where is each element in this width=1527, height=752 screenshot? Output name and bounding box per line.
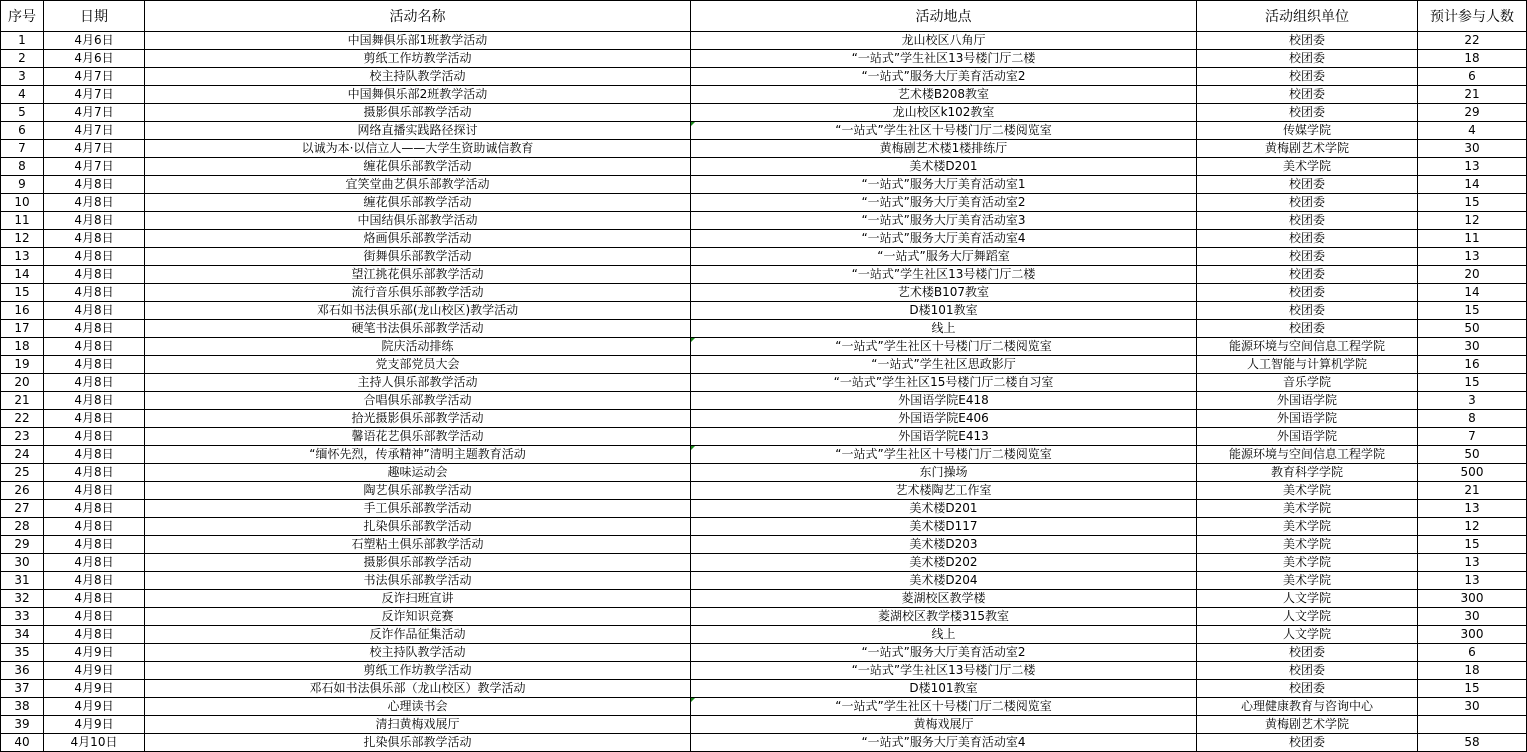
location-cell[interactable]: 东门操场: [691, 464, 1197, 482]
table-row: [1, 32, 1527, 50]
participants-cell[interactable]: 12: [1418, 212, 1527, 230]
location-cell[interactable]: 美术楼D202: [691, 554, 1197, 572]
location-cell[interactable]: D楼101教室: [691, 302, 1197, 320]
location-cell[interactable]: “一站式”学生社区十号楼门厅二楼阅览室: [691, 338, 1197, 356]
date-cell[interactable]: 4月8日: [44, 554, 145, 572]
activity-name-cell[interactable]: 反诈作品征集活动: [145, 626, 691, 644]
header-row: [1, 1, 1527, 32]
activity-name-cell[interactable]: 校主持队教学活动: [145, 68, 691, 86]
table-row: [1, 608, 1527, 626]
location-cell[interactable]: 龙山校区k102教室: [691, 104, 1197, 122]
location-cell[interactable]: “一站式”学生社区十号楼门厅二楼阅览室: [691, 698, 1197, 716]
participants-cell[interactable]: 50: [1418, 320, 1527, 338]
date-cell[interactable]: 4月8日: [44, 284, 145, 302]
date-cell[interactable]: 4月8日: [44, 266, 145, 284]
location-cell[interactable]: “一站式”学生社区13号楼门厅二楼: [691, 662, 1197, 680]
index-cell[interactable]: 19: [1, 356, 44, 374]
table-row: [1, 554, 1527, 572]
date-cell[interactable]: 4月8日: [44, 536, 145, 554]
organizer-cell[interactable]: 校团委: [1197, 230, 1418, 248]
date-cell[interactable]: 4月8日: [44, 590, 145, 608]
participants-cell[interactable]: 22: [1418, 32, 1527, 50]
activity-name-cell[interactable]: 党支部党员大会: [145, 356, 691, 374]
organizer-cell[interactable]: 校团委: [1197, 248, 1418, 266]
date-cell[interactable]: 4月7日: [44, 122, 145, 140]
index-cell[interactable]: 22: [1, 410, 44, 428]
organizer-cell[interactable]: 外国语学院: [1197, 410, 1418, 428]
participants-cell[interactable]: 8: [1418, 410, 1527, 428]
activity-name-cell[interactable]: 网络直播实践路径探讨: [145, 122, 691, 140]
table-row: [1, 680, 1527, 698]
activity-name-cell[interactable]: 院庆活动排练: [145, 338, 691, 356]
participants-cell[interactable]: 30: [1418, 698, 1527, 716]
header-cell-location[interactable]: 活动地点: [691, 1, 1197, 32]
organizer-cell[interactable]: 能源环境与空间信息工程学院: [1197, 338, 1418, 356]
organizer-cell[interactable]: 能源环境与空间信息工程学院: [1197, 446, 1418, 464]
participants-cell[interactable]: 7: [1418, 428, 1527, 446]
index-cell[interactable]: 2: [1, 50, 44, 68]
activity-name-cell[interactable]: 摄影俱乐部教学活动: [145, 104, 691, 122]
activity-name-cell[interactable]: 趣味运动会: [145, 464, 691, 482]
activity-name-cell[interactable]: 清扫黄梅戏展厅: [145, 716, 691, 734]
participants-cell[interactable]: 13: [1418, 554, 1527, 572]
organizer-cell[interactable]: 黄梅剧艺术学院: [1197, 140, 1418, 158]
table-row: [1, 122, 1527, 140]
participants-cell[interactable]: 29: [1418, 104, 1527, 122]
activity-name-cell[interactable]: 拾光摄影俱乐部教学活动: [145, 410, 691, 428]
date-cell[interactable]: 4月8日: [44, 608, 145, 626]
date-cell[interactable]: 4月8日: [44, 464, 145, 482]
organizer-cell[interactable]: 校团委: [1197, 320, 1418, 338]
index-cell[interactable]: 9: [1, 176, 44, 194]
participants-cell[interactable]: 14: [1418, 284, 1527, 302]
location-cell[interactable]: 美术楼D117: [691, 518, 1197, 536]
index-cell[interactable]: 32: [1, 590, 44, 608]
date-cell[interactable]: 4月8日: [44, 212, 145, 230]
participants-cell[interactable]: 30: [1418, 140, 1527, 158]
date-cell[interactable]: 4月7日: [44, 86, 145, 104]
index-cell[interactable]: 35: [1, 644, 44, 662]
table-row: [1, 500, 1527, 518]
date-cell[interactable]: 4月7日: [44, 68, 145, 86]
location-cell[interactable]: 美术楼D204: [691, 572, 1197, 590]
location-cell[interactable]: “一站式”服务大厅美育活动室2: [691, 194, 1197, 212]
organizer-cell[interactable]: 人文学院: [1197, 608, 1418, 626]
date-cell[interactable]: 4月8日: [44, 338, 145, 356]
index-cell[interactable]: 37: [1, 680, 44, 698]
location-cell[interactable]: 菱湖校区教学楼: [691, 590, 1197, 608]
location-cell[interactable]: “一站式”服务大厅美育活动室2: [691, 68, 1197, 86]
participants-cell[interactable]: 300: [1418, 626, 1527, 644]
date-cell[interactable]: 4月8日: [44, 176, 145, 194]
date-cell[interactable]: 4月8日: [44, 302, 145, 320]
date-cell[interactable]: 4月8日: [44, 446, 145, 464]
header-cell-activity-name[interactable]: 活动名称: [145, 1, 691, 32]
date-cell[interactable]: 4月10日: [44, 734, 145, 752]
table-row: [1, 410, 1527, 428]
index-cell[interactable]: 11: [1, 212, 44, 230]
participants-cell[interactable]: 300: [1418, 590, 1527, 608]
activity-name-cell[interactable]: 反诈知识竞赛: [145, 608, 691, 626]
participants-cell[interactable]: 15: [1418, 194, 1527, 212]
organizer-cell[interactable]: 校团委: [1197, 212, 1418, 230]
index-cell[interactable]: 15: [1, 284, 44, 302]
participants-cell[interactable]: 15: [1418, 680, 1527, 698]
location-cell[interactable]: 黄梅戏展厅: [691, 716, 1197, 734]
table-row: [1, 104, 1527, 122]
date-cell[interactable]: 4月8日: [44, 248, 145, 266]
participants-cell[interactable]: 6: [1418, 644, 1527, 662]
index-cell[interactable]: 30: [1, 554, 44, 572]
index-cell[interactable]: 5: [1, 104, 44, 122]
organizer-cell[interactable]: 美术学院: [1197, 500, 1418, 518]
index-cell[interactable]: 3: [1, 68, 44, 86]
activity-name-cell[interactable]: 邓石如书法俱乐部(龙山校区)教学活动: [145, 302, 691, 320]
index-cell[interactable]: 25: [1, 464, 44, 482]
participants-cell[interactable]: 20: [1418, 266, 1527, 284]
index-cell[interactable]: 16: [1, 302, 44, 320]
table-row: [1, 338, 1527, 356]
index-cell[interactable]: 31: [1, 572, 44, 590]
location-cell[interactable]: 艺术楼B107教室: [691, 284, 1197, 302]
activity-name-cell[interactable]: 流行音乐俱乐部教学活动: [145, 284, 691, 302]
activity-name-cell[interactable]: 陶艺俱乐部教学活动: [145, 482, 691, 500]
table-row: [1, 194, 1527, 212]
activity-name-cell[interactable]: 硬笔书法俱乐部教学活动: [145, 320, 691, 338]
table-row: [1, 392, 1527, 410]
organizer-cell[interactable]: 校团委: [1197, 284, 1418, 302]
table-row: [1, 320, 1527, 338]
index-cell[interactable]: 13: [1, 248, 44, 266]
activity-name-cell[interactable]: 手工俱乐部教学活动: [145, 500, 691, 518]
index-cell[interactable]: 1: [1, 32, 44, 50]
table-row: [1, 662, 1527, 680]
index-cell[interactable]: 18: [1, 338, 44, 356]
organizer-cell[interactable]: 校团委: [1197, 104, 1418, 122]
participants-cell[interactable]: 15: [1418, 302, 1527, 320]
date-cell[interactable]: 4月7日: [44, 104, 145, 122]
table-row: [1, 572, 1527, 590]
location-cell[interactable]: 美术楼D203: [691, 536, 1197, 554]
activity-name-cell[interactable]: 缠花俱乐部教学活动: [145, 158, 691, 176]
date-cell[interactable]: 4月8日: [44, 626, 145, 644]
date-cell[interactable]: 4月9日: [44, 644, 145, 662]
date-cell[interactable]: 4月8日: [44, 194, 145, 212]
location-cell[interactable]: 艺术楼陶艺工作室: [691, 482, 1197, 500]
organizer-cell[interactable]: 校团委: [1197, 176, 1418, 194]
organizer-cell[interactable]: 美术学院: [1197, 158, 1418, 176]
participants-cell[interactable]: 18: [1418, 662, 1527, 680]
activity-name-cell[interactable]: 望江挑花俱乐部教学活动: [145, 266, 691, 284]
activity-name-cell[interactable]: 石塑粘土俱乐部教学活动: [145, 536, 691, 554]
activity-name-cell[interactable]: 摄影俱乐部教学活动: [145, 554, 691, 572]
location-cell[interactable]: 黄梅剧艺术楼1楼排练厅: [691, 140, 1197, 158]
date-cell[interactable]: 4月7日: [44, 158, 145, 176]
location-cell[interactable]: “一站式”服务大厅舞蹈室: [691, 248, 1197, 266]
participants-cell[interactable]: 15: [1418, 374, 1527, 392]
table-row: [1, 590, 1527, 608]
index-cell[interactable]: 6: [1, 122, 44, 140]
participants-cell[interactable]: 12: [1418, 518, 1527, 536]
location-cell[interactable]: 龙山校区八角厅: [691, 32, 1197, 50]
table-row: [1, 518, 1527, 536]
table-row: [1, 464, 1527, 482]
date-cell[interactable]: 4月9日: [44, 680, 145, 698]
index-cell[interactable]: 23: [1, 428, 44, 446]
table-row: [1, 536, 1527, 554]
location-cell[interactable]: “一站式”学生社区15号楼门厅二楼自习室: [691, 374, 1197, 392]
header-cell-index[interactable]: 序号: [1, 1, 44, 32]
table-row: [1, 248, 1527, 266]
index-cell[interactable]: 38: [1, 698, 44, 716]
location-cell[interactable]: “一站式”学生社区13号楼门厅二楼: [691, 50, 1197, 68]
date-cell[interactable]: 4月6日: [44, 32, 145, 50]
location-cell[interactable]: 线上: [691, 320, 1197, 338]
activity-name-cell[interactable]: 烙画俱乐部教学活动: [145, 230, 691, 248]
organizer-cell[interactable]: 校团委: [1197, 662, 1418, 680]
location-cell[interactable]: 美术楼D201: [691, 158, 1197, 176]
index-cell[interactable]: 33: [1, 608, 44, 626]
table-row: [1, 716, 1527, 734]
activity-name-cell[interactable]: 合唱俱乐部教学活动: [145, 392, 691, 410]
table-row: [1, 482, 1527, 500]
table-row: [1, 626, 1527, 644]
location-cell[interactable]: “一站式”学生社区十号楼门厅二楼阅览室: [691, 122, 1197, 140]
organizer-cell[interactable]: 黄梅剧艺术学院: [1197, 716, 1418, 734]
organizer-cell[interactable]: 美术学院: [1197, 572, 1418, 590]
participants-cell[interactable]: 58: [1418, 734, 1527, 752]
activity-name-cell[interactable]: 中国舞俱乐部1班教学活动: [145, 32, 691, 50]
table-row: [1, 230, 1527, 248]
location-cell[interactable]: D楼101教室: [691, 680, 1197, 698]
participants-cell[interactable]: 21: [1418, 482, 1527, 500]
date-cell[interactable]: 4月8日: [44, 518, 145, 536]
participants-cell[interactable]: 500: [1418, 464, 1527, 482]
location-cell[interactable]: 线上: [691, 626, 1197, 644]
table-row: [1, 212, 1527, 230]
activity-name-cell[interactable]: 以诚为本·以信立人——大学生资助诚信教育: [145, 140, 691, 158]
date-cell[interactable]: 4月9日: [44, 716, 145, 734]
date-cell[interactable]: 4月8日: [44, 230, 145, 248]
date-cell[interactable]: 4月8日: [44, 572, 145, 590]
participants-cell[interactable]: 30: [1418, 338, 1527, 356]
activity-name-cell[interactable]: 中国舞俱乐部2班教学活动: [145, 86, 691, 104]
organizer-cell[interactable]: 校团委: [1197, 266, 1418, 284]
index-cell[interactable]: 34: [1, 626, 44, 644]
date-cell[interactable]: 4月8日: [44, 374, 145, 392]
location-cell[interactable]: 菱湖校区教学楼315教室: [691, 608, 1197, 626]
index-cell[interactable]: 27: [1, 500, 44, 518]
participants-cell[interactable]: 30: [1418, 608, 1527, 626]
index-cell[interactable]: 40: [1, 734, 44, 752]
index-cell[interactable]: 28: [1, 518, 44, 536]
organizer-cell[interactable]: 心理健康教育与咨询中心: [1197, 698, 1418, 716]
location-cell[interactable]: “一站式”学生社区十号楼门厅二楼阅览室: [691, 446, 1197, 464]
activity-name-cell[interactable]: 扎染俱乐部教学活动: [145, 734, 691, 752]
index-cell[interactable]: 14: [1, 266, 44, 284]
location-cell[interactable]: “一站式”服务大厅美育活动室3: [691, 212, 1197, 230]
organizer-cell[interactable]: 校团委: [1197, 734, 1418, 752]
date-cell[interactable]: 4月8日: [44, 428, 145, 446]
index-cell[interactable]: 39: [1, 716, 44, 734]
index-cell[interactable]: 4: [1, 86, 44, 104]
date-cell[interactable]: 4月8日: [44, 356, 145, 374]
activity-name-cell[interactable]: 校主持队教学活动: [145, 644, 691, 662]
participants-cell[interactable]: 13: [1418, 248, 1527, 266]
date-cell[interactable]: 4月8日: [44, 482, 145, 500]
organizer-cell[interactable]: 校团委: [1197, 194, 1418, 212]
index-cell[interactable]: 24: [1, 446, 44, 464]
index-cell[interactable]: 20: [1, 374, 44, 392]
participants-cell[interactable]: 18: [1418, 50, 1527, 68]
location-cell[interactable]: “一站式”服务大厅美育活动室4: [691, 230, 1197, 248]
index-cell[interactable]: 36: [1, 662, 44, 680]
activity-name-cell[interactable]: 书法俱乐部教学活动: [145, 572, 691, 590]
location-cell[interactable]: 美术楼D201: [691, 500, 1197, 518]
organizer-cell[interactable]: 校团委: [1197, 644, 1418, 662]
organizer-cell[interactable]: 教育科学学院: [1197, 464, 1418, 482]
organizer-cell[interactable]: 外国语学院: [1197, 428, 1418, 446]
index-cell[interactable]: 21: [1, 392, 44, 410]
organizer-cell[interactable]: 美术学院: [1197, 482, 1418, 500]
activity-name-cell[interactable]: 扎染俱乐部教学活动: [145, 518, 691, 536]
activity-name-cell[interactable]: 邓石如书法俱乐部（龙山校区）教学活动: [145, 680, 691, 698]
table-row: [1, 428, 1527, 446]
header-cell-date[interactable]: 日期: [44, 1, 145, 32]
table-row: [1, 176, 1527, 194]
table-row: [1, 158, 1527, 176]
index-cell[interactable]: 12: [1, 230, 44, 248]
organizer-cell[interactable]: 校团委: [1197, 680, 1418, 698]
organizer-cell[interactable]: 校团委: [1197, 32, 1418, 50]
participants-cell[interactable]: 6: [1418, 68, 1527, 86]
organizer-cell[interactable]: 音乐学院: [1197, 374, 1418, 392]
date-cell[interactable]: 4月9日: [44, 698, 145, 716]
activity-name-cell[interactable]: 宜笑堂曲艺俱乐部教学活动: [145, 176, 691, 194]
activity-name-cell[interactable]: 心理读书会: [145, 698, 691, 716]
organizer-cell[interactable]: 传媒学院: [1197, 122, 1418, 140]
activity-name-cell[interactable]: 剪纸工作坊教学活动: [145, 662, 691, 680]
activity-name-cell[interactable]: 馨语花艺俱乐部教学活动: [145, 428, 691, 446]
table-row: [1, 698, 1527, 716]
activity-name-cell[interactable]: “缅怀先烈，传承精神”清明主题教育活动: [145, 446, 691, 464]
organizer-cell[interactable]: 人文学院: [1197, 626, 1418, 644]
date-cell[interactable]: 4月9日: [44, 662, 145, 680]
date-cell[interactable]: 4月8日: [44, 320, 145, 338]
table-row: [1, 356, 1527, 374]
location-cell[interactable]: 艺术楼B208教室: [691, 86, 1197, 104]
index-cell[interactable]: 7: [1, 140, 44, 158]
participants-cell[interactable]: 11: [1418, 230, 1527, 248]
organizer-cell[interactable]: 人工智能与计算机学院: [1197, 356, 1418, 374]
table-row: [1, 86, 1527, 104]
location-cell[interactable]: “一站式”服务大厅美育活动室4: [691, 734, 1197, 752]
location-cell[interactable]: 外国语学院E418: [691, 392, 1197, 410]
participants-cell[interactable]: 4: [1418, 122, 1527, 140]
participants-cell[interactable]: 16: [1418, 356, 1527, 374]
table-row: [1, 68, 1527, 86]
organizer-cell[interactable]: 校团委: [1197, 50, 1418, 68]
table-body: [1, 32, 1527, 752]
table-row: [1, 446, 1527, 464]
index-cell[interactable]: 29: [1, 536, 44, 554]
table-row: [1, 302, 1527, 320]
table-row: [1, 266, 1527, 284]
activity-name-cell[interactable]: 反诈扫班宣讲: [145, 590, 691, 608]
location-cell[interactable]: 外国语学院E406: [691, 410, 1197, 428]
table-row: [1, 374, 1527, 392]
date-cell[interactable]: 4月8日: [44, 392, 145, 410]
organizer-cell[interactable]: 美术学院: [1197, 536, 1418, 554]
activity-name-cell[interactable]: 剪纸工作坊教学活动: [145, 50, 691, 68]
participants-cell[interactable]: 21: [1418, 86, 1527, 104]
table-row: [1, 140, 1527, 158]
participants-cell[interactable]: 13: [1418, 500, 1527, 518]
participants-cell[interactable]: 13: [1418, 158, 1527, 176]
index-cell[interactable]: 10: [1, 194, 44, 212]
activity-name-cell[interactable]: 缠花俱乐部教学活动: [145, 194, 691, 212]
header-cell-organizer[interactable]: 活动组织单位: [1197, 1, 1418, 32]
header-cell-participants[interactable]: 预计参与人数: [1418, 1, 1527, 32]
table-row: [1, 644, 1527, 662]
table-row: [1, 734, 1527, 752]
participants-cell[interactable]: 3: [1418, 392, 1527, 410]
table-row: [1, 50, 1527, 68]
activity-name-cell[interactable]: 中国结俱乐部教学活动: [145, 212, 691, 230]
organizer-cell[interactable]: 校团委: [1197, 68, 1418, 86]
index-cell[interactable]: 26: [1, 482, 44, 500]
date-cell[interactable]: 4月6日: [44, 50, 145, 68]
activity-name-cell[interactable]: 主持人俱乐部教学活动: [145, 374, 691, 392]
location-cell[interactable]: “一站式”服务大厅美育活动室1: [691, 176, 1197, 194]
location-cell[interactable]: “一站式”学生社区13号楼门厅二楼: [691, 266, 1197, 284]
organizer-cell[interactable]: 校团委: [1197, 302, 1418, 320]
index-cell[interactable]: 17: [1, 320, 44, 338]
location-cell[interactable]: “一站式”学生社区思政影厅: [691, 356, 1197, 374]
date-cell[interactable]: 4月8日: [44, 500, 145, 518]
organizer-cell[interactable]: 校团委: [1197, 86, 1418, 104]
organizer-cell[interactable]: 人文学院: [1197, 590, 1418, 608]
date-cell[interactable]: 4月8日: [44, 410, 145, 428]
participants-cell[interactable]: 14: [1418, 176, 1527, 194]
participants-cell[interactable]: 50: [1418, 446, 1527, 464]
date-cell[interactable]: 4月7日: [44, 140, 145, 158]
organizer-cell[interactable]: 美术学院: [1197, 518, 1418, 536]
participants-cell[interactable]: [1418, 716, 1527, 734]
location-cell[interactable]: “一站式”服务大厅美育活动室2: [691, 644, 1197, 662]
organizer-cell[interactable]: 美术学院: [1197, 554, 1418, 572]
table-row: [1, 284, 1527, 302]
participants-cell[interactable]: 15: [1418, 536, 1527, 554]
organizer-cell[interactable]: 外国语学院: [1197, 392, 1418, 410]
participants-cell[interactable]: 13: [1418, 572, 1527, 590]
activity-name-cell[interactable]: 街舞俱乐部教学活动: [145, 248, 691, 266]
index-cell[interactable]: 8: [1, 158, 44, 176]
location-cell[interactable]: 外国语学院E413: [691, 428, 1197, 446]
